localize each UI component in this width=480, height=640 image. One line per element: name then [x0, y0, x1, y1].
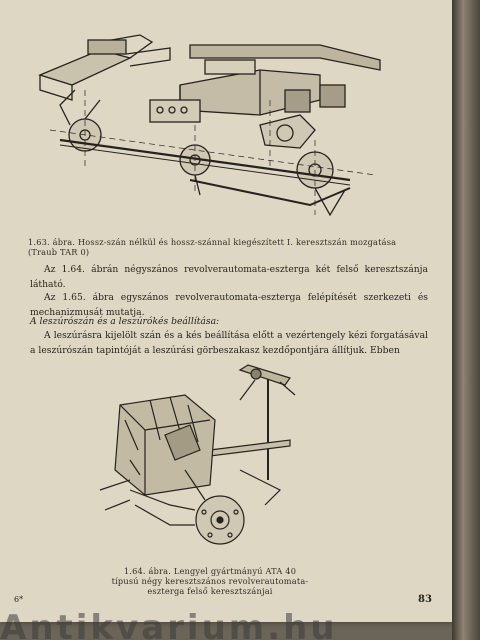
signature-mark: 6*: [14, 595, 24, 604]
figure-revolver-lathe-slides: [90, 360, 320, 558]
paragraph-2: Az 1.65. ábra egyszános revolverautomata-esztergа felépítését szerkezeti és mechanizmusát mutatja.: [30, 292, 428, 318]
paragraph-1: Az 1.64. ábrán négyszános revolverautomata-esztergа két felső keresztszánja látható.: [30, 264, 428, 290]
figure-caption-bottom: 1.64. ábra. Lengyel gyártmányú ATA 40 típusú négy keresztszános revolverautomata-esztergа felső keresztszánjai: [111, 566, 309, 596]
section-heading: A leszúrószán és a leszúrókés beállítása:: [30, 316, 220, 327]
watermark: Antikvarium.hu: [0, 608, 338, 640]
book-spine: [452, 0, 480, 640]
paragraph-3: A leszúrásra kijelölt szán és a kés beállítása előtt a vezértengely kézi forgatásával a leszúrószán tapintóját a leszúrási görbeszakasz kezdőpontjára állítjuk. Ebben: [30, 330, 428, 356]
figure-cross-slide-mechanism: [30, 30, 430, 230]
figure-caption-top: 1.63. ábra. Hossz-szán nélkül és hossz-szánnal kiegészített I. keresztszán mozgatása (Traub TAR 0): [28, 237, 397, 257]
page-number: 83: [418, 594, 432, 605]
